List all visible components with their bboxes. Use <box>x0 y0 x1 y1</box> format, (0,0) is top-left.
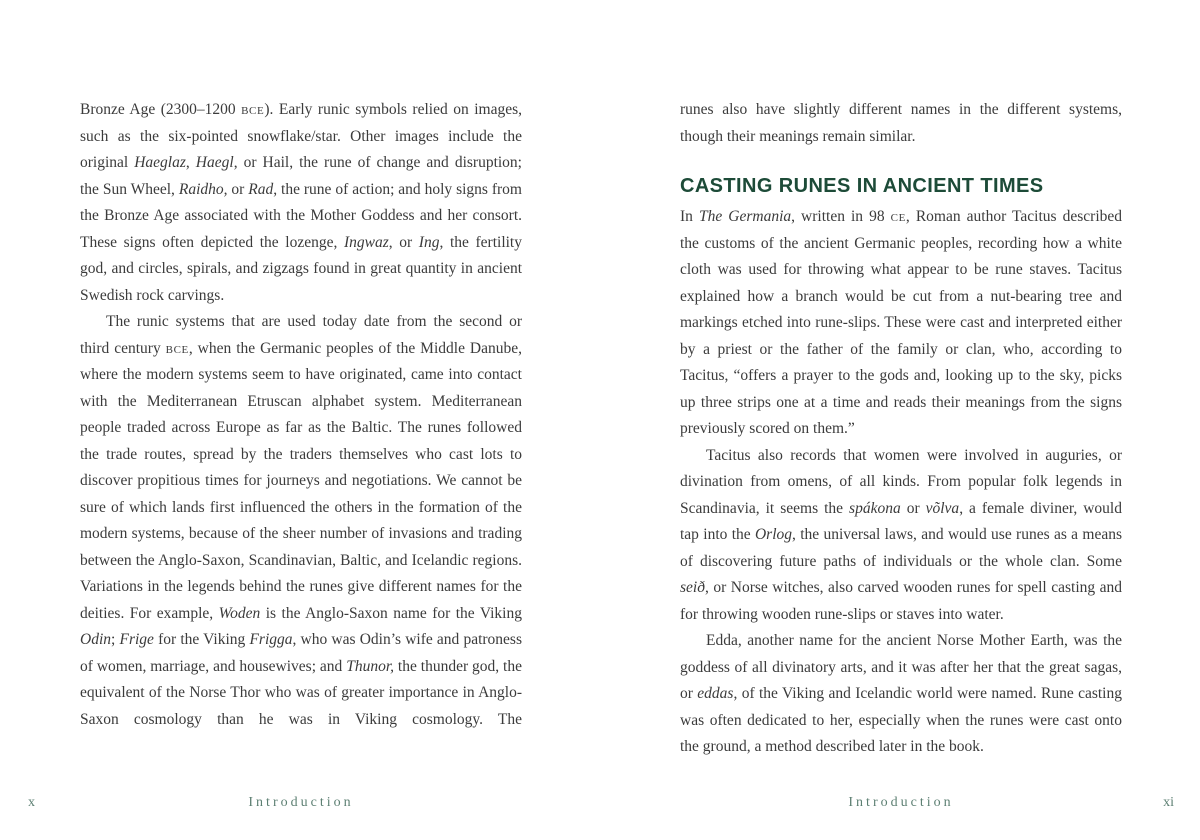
page-number-right: xi <box>1163 795 1174 810</box>
italic-term: Frige <box>119 631 154 648</box>
text-run: , or <box>388 233 419 251</box>
italic-term: Ingwaz <box>343 233 389 251</box>
running-title-left: Introduction <box>248 795 354 810</box>
paragraph <box>680 443 1122 629</box>
text-run: , who was Odin’s wife and patroness of women, marriage, and housewives; and <box>80 631 522 675</box>
text-run: , of the Viking and Icelandic world were named. Rune casting was often dedicated to her, especially when the runes were cast onto the ground, a method described later in the book. <box>680 685 1122 755</box>
italic-term: võlva <box>925 499 960 517</box>
italic-term: The Germania <box>698 208 792 225</box>
text-run: Bronze Age (2300–1200 <box>80 101 242 118</box>
italic-term: Thunor, <box>346 657 395 675</box>
era-abbreviation: bce <box>241 101 265 118</box>
text-run: or <box>900 499 926 517</box>
italic-term: Orlog <box>754 526 793 543</box>
italic-term: Rad <box>248 180 274 198</box>
text-run: ; <box>111 631 120 648</box>
paragraph <box>80 309 522 733</box>
section-paragraphs <box>680 204 1122 761</box>
text-run: Edda, another name for the ancient Norse Mother Earth, was the goddess of all divinatory arts, and it was after her that the great sagas, or <box>680 632 1122 702</box>
text-run: Tacitus also records that women were involved in auguries, or divination from omens, of all kinds. From popular folk legends in Scandinavia, it seems the <box>680 446 1122 517</box>
paragraph <box>680 628 1122 761</box>
continuation-paragraphs <box>680 97 1122 150</box>
text-run: ). Early runic symbols relied on images, such as the six-pointed snowflake/star. Other images include the original <box>80 101 522 171</box>
left-text-column <box>80 97 522 733</box>
paragraph <box>680 97 1122 150</box>
page-number-left: x <box>28 795 35 810</box>
era-abbreviation: ce <box>890 208 906 225</box>
text-run: , or Hail, the rune of change and disruption; the Sun Wheel, <box>80 154 522 198</box>
text-run: , or Norse witches, also carved wooden runes for spell casting and for throwing wooden rune-slips or staves into water. <box>680 579 1122 623</box>
italic-term: eddas <box>697 685 734 702</box>
text-run: , written in 98 <box>791 208 891 225</box>
section-heading: CASTING RUNES IN ANCIENT TIMES <box>680 175 1044 197</box>
italic-term: Haeglaz <box>134 154 186 171</box>
text-run: for the Viking <box>153 631 250 648</box>
text-run: The runic systems that are used today date from the second or third century <box>80 313 522 357</box>
running-title-right: Introduction <box>848 795 954 810</box>
italic-term: Woden <box>218 604 261 622</box>
italic-term: Frigga <box>249 631 293 648</box>
italic-term: Ing <box>418 233 440 251</box>
text-run: , when the Germanic peoples of the Middle Danube, where the modern systems seem to have originated, came into contact with the Mediterranean Etruscan alphabet system. Mediterranean people traded across Europe as far as the Baltic. The runes followed the trade routes, spread by the traders themselves who cast lots to discover propitious times for journeys and negotiations. We cannot be sure of which lands first influenced the others in the formation of the modern systems, because of the sheer number of invasions and trading between the Anglo-Saxon, Scandinavian, Baltic, and Icelandic regions. Variations in the legends behind the runes give different names for the deities. For example, <box>80 339 522 622</box>
italic-term: Odin <box>80 631 111 648</box>
paragraph <box>680 204 1122 443</box>
era-abbreviation: bce <box>165 339 189 357</box>
text-run: the thunder god, the equivalent of the Norse Thor who was of greater importance in Anglo-Saxon cosmology than he was in Viking cosmology. The <box>80 657 522 728</box>
text-run: , the universal laws, and would use runes as a means of discovering future paths of individuals or the whole clan. Some <box>680 526 1122 570</box>
text-run: or <box>227 180 249 198</box>
paragraph <box>80 97 522 309</box>
text-run: , the fertility god, and circles, spirals, and zigzags found in great quantity in ancient Swedish rock carvings. <box>80 233 522 304</box>
text-run: , a female diviner, would tap into the <box>680 499 1122 543</box>
text-run: , Roman author Tacitus described the customs of the ancient Germanic peoples, recording how a white cloth was used for throwing what appear to be rune staves. Tacitus explained how a branch would be cut from a nut-bearing tree and markings etched into rune-slips. These were cast and interpreted either by a priest or the father of the family or clan, who, according to Tacitus, “offers a prayer to the gods and, looking up to the sky, picks up three strips one at a time and reads their meanings from the signs previously scored on them.” <box>680 208 1122 437</box>
text-run: , the rune of action; and holy signs from the Bronze Age associated with the Mother Goddess and her consort. These signs often depicted the lozenge, <box>80 180 522 251</box>
italic-term: Raidho, <box>178 180 228 198</box>
italic-term: seið <box>680 579 705 596</box>
text-run: In <box>680 208 699 225</box>
text-run: runes also have slightly different names in the different systems, though their meanings remain similar. <box>680 101 1122 145</box>
italic-term: spákona <box>849 499 901 517</box>
italic-term: Haegl <box>195 154 234 171</box>
text-run: is the Anglo-Saxon name for the Viking <box>260 604 522 622</box>
right-text-column <box>680 97 1122 761</box>
text-run: , <box>185 154 196 171</box>
